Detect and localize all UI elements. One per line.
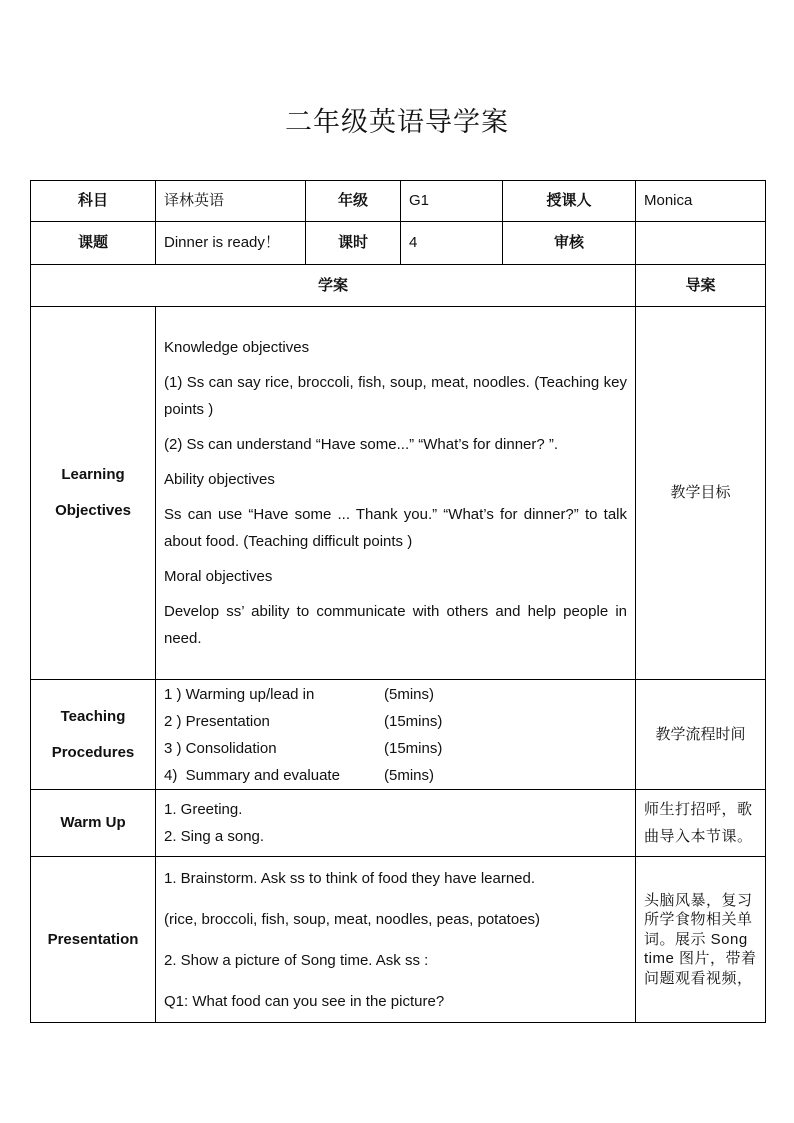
- presentation-guide: 头脑风暴，复习所学食物相关单词。展示 Song time 图片，带着问题观看视频，: [636, 857, 766, 1023]
- warmup-row: [31, 790, 766, 857]
- grade-label: 年级: [306, 181, 401, 222]
- subject-value: 译林英语: [156, 181, 306, 222]
- procedures-guide: 教学流程时间: [636, 680, 766, 790]
- procedure-step-time: (5mins): [384, 766, 435, 784]
- procedure-step-time: (15mins): [384, 712, 443, 730]
- objective-line: Knowledge objectives: [164, 339, 310, 356]
- grade-value: G1: [401, 181, 503, 222]
- presentation-item: 1. Brainstorm. Ask ss to think of food they have learned.: [164, 869, 536, 887]
- objectives-label-line1: Learning: [61, 466, 125, 483]
- warmup-content: [156, 790, 636, 857]
- procedure-step: [164, 708, 627, 735]
- reviewer-label: 审核: [503, 222, 636, 265]
- procedures-row: [31, 680, 766, 790]
- warmup-item: 1. Greeting.: [164, 801, 243, 818]
- lesson-plan-table: [30, 180, 766, 1023]
- procedure-step-time: (15mins): [384, 739, 443, 757]
- period-value: 4: [401, 222, 503, 265]
- objective-line: Moral objectives: [164, 568, 273, 585]
- procedure-step-name: 2 ) Presentation: [164, 712, 270, 730]
- procedure-step-name: 3 ) Consolidation: [164, 739, 277, 757]
- study-plan-header: 学案: [31, 265, 636, 307]
- procedures-label: [31, 680, 156, 790]
- column-header-row: [31, 265, 766, 307]
- procedures-label-line2: Procedures: [51, 743, 135, 761]
- objective-line: (1) Ss can say rice, broccoli, fish, soup, meat, noodles. (Teaching key points ): [164, 374, 627, 418]
- procedure-step: [164, 681, 627, 708]
- procedure-step-name: 1 ) Warming up/lead in: [164, 685, 315, 703]
- topic-value: Dinner is ready！: [156, 222, 306, 265]
- presentation-item: Q1: What food can you see in the picture?: [164, 992, 445, 1010]
- page-title: 二年级英语导学案: [285, 107, 509, 138]
- header-row-2: [31, 222, 766, 265]
- procedures-content: [156, 680, 636, 790]
- teacher-label: 授课人: [503, 181, 636, 222]
- warmup-item: 2. Sing a song.: [164, 828, 265, 845]
- objective-line: (2) Ss can understand “Have some...” “What’s for dinner? ”.: [164, 436, 559, 453]
- objectives-guide: 教学目标: [636, 307, 766, 680]
- presentation-item: (rice, broccoli, fish, soup, meat, noodles, peas, potatoes): [164, 910, 541, 928]
- objective-line: Ss can use “Have some ... Thank you.” “What’s for dinner?” to talk about food. (Teaching difficult points ): [164, 506, 627, 550]
- presentation-label: Presentation: [31, 857, 156, 1023]
- objective-line: Ability objectives: [164, 471, 275, 488]
- presentation-item: 2. Show a picture of Song time. Ask ss :: [164, 951, 429, 969]
- objectives-label: [31, 307, 156, 680]
- procedure-step-name: 4) Summary and evaluate: [164, 766, 340, 784]
- procedure-step: [164, 762, 627, 789]
- presentation-row: [31, 857, 766, 1023]
- guide-plan-header: 导案: [636, 265, 766, 307]
- presentation-content: [156, 857, 636, 1023]
- reviewer-value: [636, 222, 766, 265]
- header-row-1: [31, 181, 766, 222]
- warmup-guide: 师生打招呼，歌曲导入本节课。: [636, 790, 766, 857]
- topic-label: 课题: [31, 222, 156, 265]
- objective-line: Develop ss’ ability to communicate with others and help people in need.: [164, 603, 627, 647]
- procedures-label-line1: Teaching: [60, 707, 126, 725]
- period-label: 课时: [306, 222, 401, 265]
- warmup-label: Warm Up: [31, 790, 156, 857]
- objectives-label-line2: Objectives: [55, 502, 131, 519]
- teacher-value: Monica: [636, 181, 766, 222]
- procedure-step-time: (5mins): [384, 685, 435, 703]
- objectives-row: [31, 307, 766, 680]
- subject-label: 科目: [31, 181, 156, 222]
- procedure-step: [164, 735, 627, 762]
- objectives-content: [156, 307, 636, 680]
